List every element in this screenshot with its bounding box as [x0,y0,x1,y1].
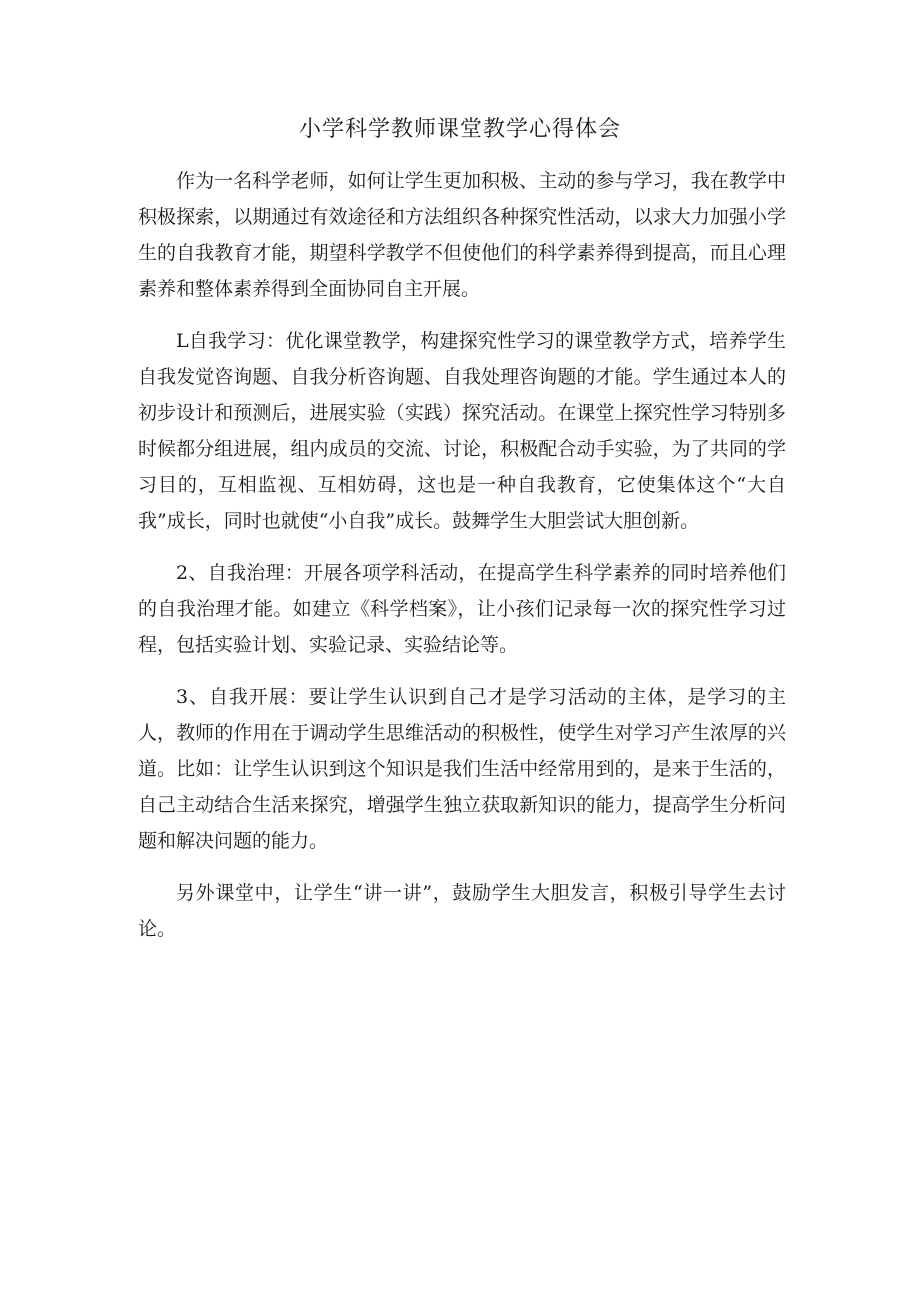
document-body [138,163,786,963]
document-title: 小学科学教师课堂教学心得体会 [298,117,621,142]
paragraph-self-learning: L自我学习：优化课堂教学，构建探究性学习的课堂教学方式，培养学生自我发觉咨询题、自我分析咨询题、自我处理咨询题的才能。学生通过本人的初步设计和预测后，进展实验（实践）探究活动。在课堂上探究性学习特别多时候都分组进展，组内成员的交流、讨论，积极配合动手实验，为了共同的学习目的，互相监视、互相妨碍，这也是一种自我教育，它使集体这个“大自我”成长，同时也就使“小自我”成长。鼓舞学生大胆尝试大胆创新。 [138,330,786,532]
paragraph-classroom-discussion: 另外课堂中，让学生“讲一讲”，鼓励学生大胆发言，积极引导学生去讨论。 [138,882,786,940]
paragraph-self-management: 2、自我治理：开展各项学科活动，在提高学生科学素养的同时培养他们的自我治理才能。如建立《科学档案》，让小孩们记录每一次的探究性学习过程，包括实验计划、实验记录、实验结论等。 [138,562,786,656]
paragraph-intro: 作为一名科学老师，如何让学生更加积极、主动的参与学习，我在教学中积极探索，以期通过有效途径和方法组织各种探究性活动，以求大力加强小学生的自我教育才能，期望科学教学不但使他们的科学素养得到提高，而且心理素养和整体素养得到全面协同自主开展。 [138,170,786,300]
paragraph-self-development: 3、自我开展：要让学生认识到自己才是学习活动的主体，是学习的主人，教师的作用在于调动学生思维活动的积极性，使学生对学习产生浓厚的兴道。比如：让学生认识到这个知识是我们生活中经常用到的，是来于生活的，自己主动结合生活来探究，增强学生独立获取新知识的能力，提高学生分析问题和解决问题的能力。 [138,686,786,852]
